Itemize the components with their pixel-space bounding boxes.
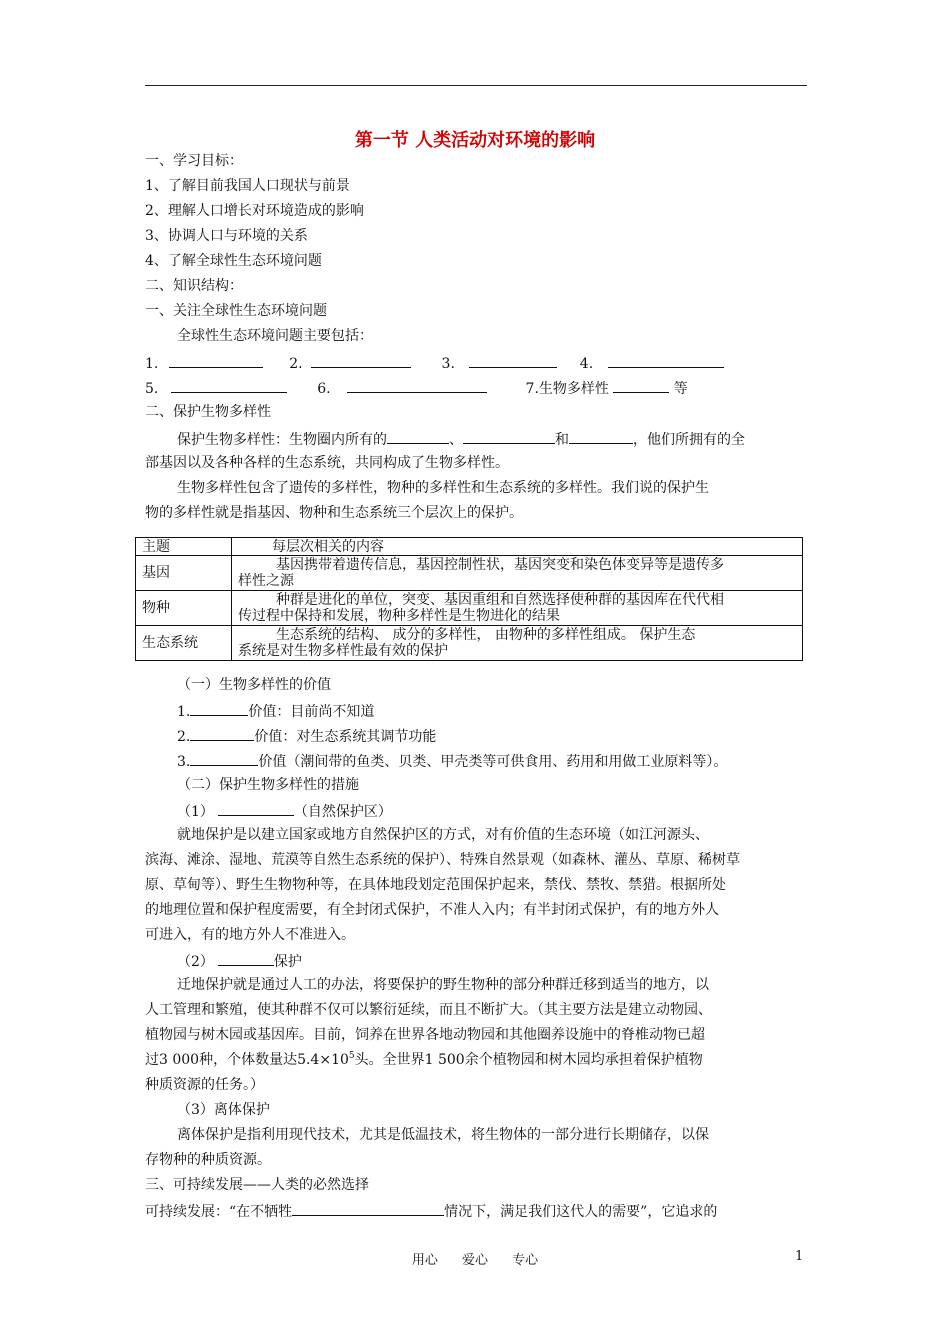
answer-blank (469, 352, 557, 368)
table-cell-content (232, 556, 803, 591)
measure-item: （3）离体保护 (177, 1102, 270, 1118)
text: 过3 000种，个体数量达5.4×10 (145, 1052, 349, 1068)
item-number: 1. (177, 704, 191, 720)
cell-line: 样性之源 (238, 573, 294, 589)
text: 和 (555, 432, 569, 448)
table-header-cell: 每层次相关的内容 (232, 538, 803, 556)
cell-line: 系统是对生物多样性最有效的保护 (238, 643, 448, 659)
subsection-heading: 一、关注全球性生态环境问题 (145, 303, 327, 319)
footer-text: 用心 (411, 1253, 438, 1268)
section-heading-goals: 一、学习目标： (145, 153, 243, 169)
text: （自然保护区） (293, 804, 392, 820)
item-number: （2） (177, 954, 214, 970)
answer-blank (190, 750, 258, 766)
measure-item (177, 800, 392, 822)
subsection-heading: （二）保护生物多样性的措施 (177, 777, 359, 793)
text: 价值：目前尚不知道 (248, 704, 375, 720)
value-item (177, 725, 436, 747)
item-number: 5. (145, 381, 159, 397)
paragraph-line: 物的多样性就是指基因、物种和生态系统三个层次上的保护。 (145, 505, 523, 521)
page-number: 1 (795, 1249, 804, 1264)
item-number: 3. (177, 754, 191, 770)
cell-line: 生态系统的结构、 成分的多样性， 由物种的多样性组成。 保护生态 (276, 627, 696, 643)
item-text: 等 (673, 381, 688, 397)
blank-row (145, 377, 688, 399)
item-number: （1） (177, 804, 214, 820)
paragraph-line: 植物园与树木园或基因库。目前，饲养在世界各地动物园和其他圈养设施中的脊椎动物已超 (145, 1027, 705, 1043)
goal-item: 3、协调人口与环境的关系 (145, 228, 308, 244)
value-item (177, 750, 727, 772)
paragraph (177, 428, 745, 450)
answer-blank (311, 352, 411, 368)
answer-blank (608, 352, 724, 368)
paragraph-line (145, 1050, 703, 1070)
cell-line: 传过程中保持和发展，物种多样性是生物进化的结果 (238, 608, 560, 624)
answer-blank (569, 428, 633, 444)
item-number: 2. (177, 729, 191, 745)
text: 保护 (273, 954, 302, 970)
page-footer (0, 1249, 950, 1268)
goal-item: 1、了解目前我国人口现状与前景 (145, 178, 350, 194)
item-number: 7.生物多样性 (525, 381, 609, 397)
item-number: 2. (289, 356, 303, 372)
item-number: 4. (579, 356, 594, 372)
value-item (177, 700, 374, 722)
answer-blank (218, 950, 274, 966)
answer-blank (463, 428, 555, 444)
paragraph-line: 迁地保护就是通过人工的办法，将要保护的野生物种的部分种群迁移到适当的地方，以 (177, 977, 709, 993)
paragraph-line: 的地理位置和保护程度需要，有全封闭式保护，不准人入内；有半封闭式保护，有的地方外人 (145, 902, 719, 918)
answer-blank (218, 800, 294, 816)
paragraph-line: 部基因以及各种各样的生态系统，共同构成了生物多样性。 (145, 455, 509, 471)
biodiversity-table (135, 537, 803, 661)
measure-item (177, 950, 302, 972)
footer-text: 专心 (512, 1253, 539, 1268)
text: 头。全世界1 500余个植物园和树木园均承担着保护植物 (354, 1052, 703, 1068)
subsection-heading: （一）生物多样性的价值 (177, 677, 331, 693)
answer-blank (190, 700, 248, 716)
paragraph-line (145, 1200, 717, 1222)
text: 价值（潮间带的鱼类、贝类、甲壳类等可供食用、药用和用做工业原料等）。 (258, 754, 728, 770)
paragraph-line: 可进入，有的地方外人不准进入。 (145, 927, 355, 943)
table-header-row (136, 538, 803, 556)
paragraph-line: 离体保护是指利用现代技术，尤其是低温技术，将生物体的一部分进行长期储存，以保 (177, 1127, 709, 1143)
text: 情况下，满足我们这代人的需要”，它追求的 (444, 1204, 718, 1220)
paragraph-line: 生物多样性包含了遗传的多样性，物种的多样性和生态系统的多样性。我们说的保护生 (177, 480, 709, 496)
cell-line: 基因携带着遗传信息，基因控制性状，基因突变和染色体变异等是遗传多 (276, 557, 724, 573)
goal-item: 2、理解人口增长对环境造成的影响 (145, 203, 364, 219)
paragraph: 全球性生态环境问题主要包括： (177, 328, 373, 344)
paragraph-line: 人工管理和繁殖，使其种群不仅可以繁衍延续，而且不断扩大。（其主要方法是建立动物园、 (145, 1002, 712, 1018)
paragraph-line: 存物种的种质资源。 (145, 1152, 271, 1168)
answer-blank (613, 377, 669, 393)
table-row (136, 591, 803, 626)
header-rule (145, 85, 807, 86)
answer-blank (347, 377, 487, 393)
text: 、 (449, 432, 463, 448)
text: ，他们所拥有的全 (633, 432, 745, 448)
table-row (136, 626, 803, 661)
answer-blank (387, 428, 449, 444)
table-header-cell: 主题 (136, 538, 232, 556)
answer-blank (190, 725, 254, 741)
text: 保护生物多样性：生物圈内所有的 (177, 432, 387, 448)
table-cell-topic: 基因 (136, 556, 232, 591)
table-cell-topic: 生态系统 (136, 626, 232, 661)
table-cell-content (232, 591, 803, 626)
table-row (136, 556, 803, 591)
table-cell-content (232, 626, 803, 661)
item-number: 1. (145, 356, 159, 372)
text: 价值：对生态系统其调节功能 (254, 729, 437, 745)
item-number: 6. (317, 381, 331, 397)
subsection-heading: 三、可持续发展——人类的必然选择 (145, 1177, 369, 1193)
paragraph-line: 种质资源的任务。） (145, 1077, 264, 1093)
subsection-heading: 二、保护生物多样性 (145, 404, 271, 420)
footer-text: 爱心 (461, 1253, 488, 1268)
table-cell-topic: 物种 (136, 591, 232, 626)
text: 可持续发展：“在不牺牲 (145, 1204, 293, 1220)
item-number: 3. (441, 356, 455, 372)
cell-line: 种群是进化的单位，突变、基因重组和自然选择使种群的基因库在代代相 (276, 592, 724, 608)
answer-blank (169, 352, 263, 368)
answer-blank (292, 1200, 444, 1216)
page-title: 第一节 人类活动对环境的影响 (354, 130, 596, 151)
paragraph-line: 就地保护是以建立国家或地方自然保护区的方式，对有价值的生态环境（如江河源头、 (177, 827, 709, 843)
section-heading-structure: 二、知识结构： (145, 278, 243, 294)
answer-blank (171, 377, 287, 393)
paragraph-line: 原、草甸等）、野生生物物种等，在具体地段划定范围保护起来，禁伐、禁牧、禁猎。根据所处 (145, 877, 726, 893)
paragraph-line: 滨海、滩涂、湿地、荒漠等自然生态系统的保护）、特殊自然景观（如森林、灌丛、草原、稀树草 (145, 852, 740, 868)
goal-item: 4、了解全球性生态环境问题 (145, 253, 322, 269)
blank-row (145, 352, 724, 374)
superscript: 5 (348, 1051, 355, 1061)
